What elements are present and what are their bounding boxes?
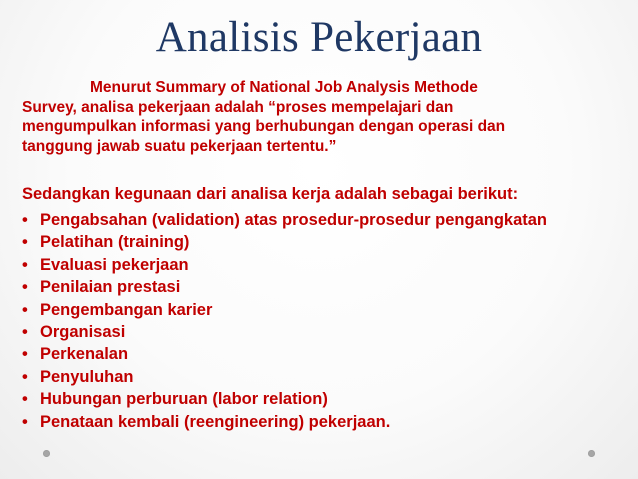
list-item-text: Perkenalan <box>40 345 129 364</box>
list-item <box>22 254 632 276</box>
list-item-text: Pengembangan karier <box>40 300 213 319</box>
bullet-icon: • <box>22 300 28 319</box>
bullet-icon: • <box>22 412 28 431</box>
intro-line-text: Menurut Summary of National Job Analysis Methode <box>90 79 478 96</box>
bullet-icon: • <box>22 255 28 274</box>
list-item-text: Penilaian prestasi <box>40 278 181 297</box>
bullet-icon: • <box>22 278 28 297</box>
list-item <box>22 276 632 298</box>
list-item <box>22 411 632 433</box>
benefits-list <box>22 209 632 433</box>
list-item <box>22 299 632 321</box>
bullet-icon: • <box>22 345 28 364</box>
list-item <box>22 343 632 365</box>
bullet-icon: • <box>22 211 28 229</box>
intro-line <box>22 78 626 98</box>
list-item-text: Evaluasi pekerjaan <box>40 255 189 274</box>
list-item-text: Pengabsahan (validation) atas prosedur-prosedur pengangkatan <box>40 211 548 229</box>
list-item-text: Penyuluhan <box>40 367 134 386</box>
list-item <box>22 321 632 343</box>
list-item-text: Organisasi <box>40 323 126 342</box>
bullet-icon: • <box>22 390 28 409</box>
list-item-text: Hubungan perburuan (labor relation) <box>40 390 328 409</box>
intro-paragraph <box>22 78 626 156</box>
slide-title: Analisis Pekerjaan <box>155 14 483 61</box>
intro-line: mengumpulkan informasi yang berhubungan dengan operasi dan <box>22 118 506 135</box>
decorative-dot-right <box>588 450 595 457</box>
bullet-icon: • <box>22 367 28 386</box>
list-item <box>22 366 632 388</box>
bullet-icon: • <box>22 323 28 342</box>
list-item-text: Penataan kembali (reengineering) pekerjaan. <box>40 412 391 431</box>
list-item <box>22 209 632 231</box>
intro-line: Survey, analisa pekerjaan adalah “proses mempelajari dan <box>22 98 454 116</box>
intro-line: tanggung jawab suatu pekerjaan tertentu.” <box>22 137 337 155</box>
list-item-text: Pelatihan (training) <box>40 233 190 252</box>
list-item <box>22 231 632 253</box>
list-lead-text: Sedangkan kegunaan dari analisa kerja adalah sebagai berikut: <box>22 185 519 203</box>
decorative-dot-left <box>43 450 50 457</box>
bullet-icon: • <box>22 233 28 252</box>
list-item <box>22 388 632 410</box>
